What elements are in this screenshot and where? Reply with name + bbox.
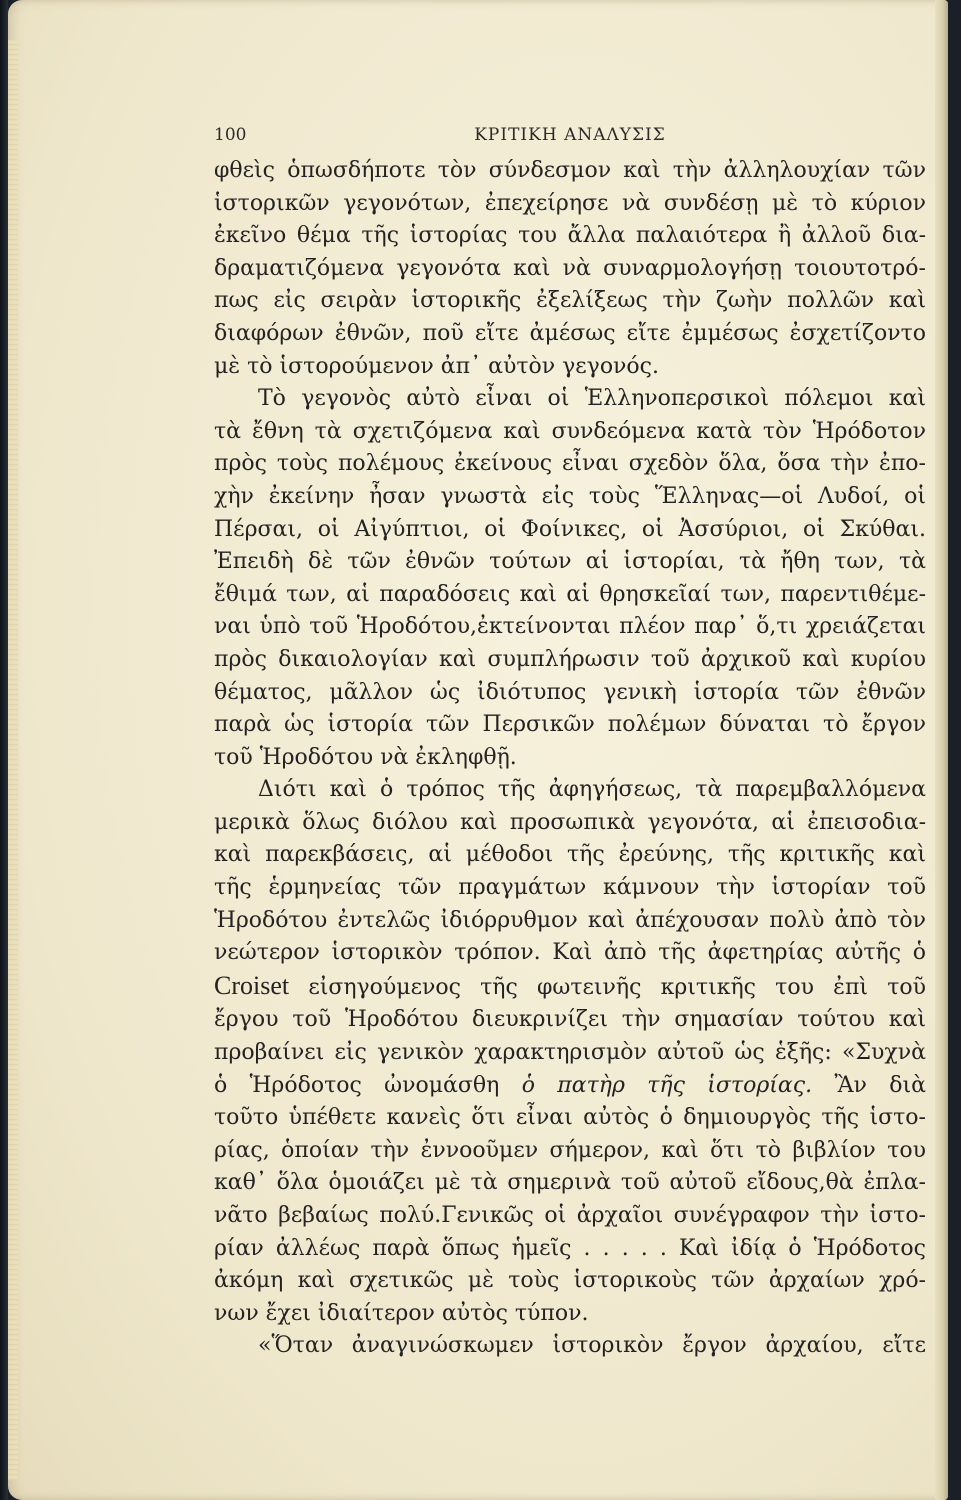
text-line: μὲ τὸ ἱστορούμενον ἀπ᾽ αὐτὸν γεγονός. (214, 353, 659, 379)
text-line: διαφόρων ἐθνῶν, ποῦ εἴτε ἀμέσως εἴτε ἐμμέσως ἐσχετίζοντο (214, 320, 926, 346)
paragraph-1 (214, 155, 926, 383)
text-line: χὴν ἐκείνην ἦσαν γνωστὰ εἰς τοὺς Ἕλληνας—οἱ Λυδοί, οἱ (214, 483, 926, 509)
author-name: Croiset (214, 970, 290, 1000)
text-line: ἔργου τοῦ Ἡροδότου διευκρινίζει τὴν σημασίαν τούτου καὶ (214, 1007, 926, 1033)
text-line: Τὸ γεγονὸς αὐτὸ εἶναι οἱ Ἑλληνοπερσικοὶ πόλεμοι καὶ (258, 386, 926, 412)
text-line: καὶ παρεκβάσεις, αἱ μέθοδοι τῆς ἐρεύνης, τῆς κριτικῆς καὶ (214, 842, 926, 868)
text-line: προβαίνει εἰς γενικὸν χαρακτηρισμὸν αὐτοῦ ὡς ἑξῆς: «Συχνὰ (214, 1040, 926, 1066)
paragraph-3 (214, 774, 926, 1330)
page-header (214, 125, 926, 149)
text-fragment: εἰσηγούμενος τῆς φωτεινῆς κριτικῆς του ἐπὶ τοῦ (308, 974, 926, 1000)
text-line-with-italic (214, 1070, 926, 1103)
text-line: ἔθιμά των, αἱ παραδόσεις καὶ αἱ θρησκεῖαί των, παρεντιθέμε- (214, 581, 926, 607)
text-line: θέματος, μᾶλλον ὡς ἰδιότυπος γενικὴ ἱστορία τῶν ἐθνῶν (214, 679, 926, 705)
text-line: πρὸς δικαιολογίαν καὶ συμπλήρωσιν τοῦ ἀρχικοῦ καὶ κυρίου (214, 646, 926, 672)
text-line: τὰ ἔθνη τὰ σχετιζόμενα καὶ συνδεόμενα κατὰ τὸν Ἡρόδοτον (214, 418, 926, 444)
text-line: πως εἰς σειρὰν ἱστορικῆς ἐξελίξεως τὴν ζωὴν πολλῶν καὶ (214, 288, 926, 314)
text-line: Πέρσαι, οἱ Αἰγύπτιοι, οἱ Φοίνικες, οἱ Ἀσσύριοι, οἱ Σκύθαι. (214, 516, 926, 542)
page-stack-edge (8, 40, 18, 1480)
text-line: καθ᾽ ὅλα ὁμοιάζει μὲ τὰ σημερινὰ τοῦ αὐτοῦ εἴδους,θὰ ἐπλα- (214, 1170, 926, 1196)
text-line: ἐκεῖνο θέμα τῆς ἱστορίας του ἄλλα παλαιότερα ἢ ἀλλοῦ δια- (214, 223, 926, 249)
text-line: ρίας, ὁποίαν τὴν ἐννοοῦμεν σήμερον, καὶ ὅτι τὸ βιβλίον του (214, 1137, 926, 1163)
body-text (214, 155, 926, 1363)
gutter-shadow (935, 0, 948, 1500)
italic-phrase: ὁ πατὴρ τῆς ἱστορίας. (521, 1072, 813, 1098)
paragraph-4 (214, 1330, 926, 1363)
text-line: παρὰ ὡς ἱστορία τῶν Περσικῶν πολέμων δύναται τὸ ἔργον (214, 712, 926, 738)
running-title: ΚΡΙΤΙΚΗ ΑΝΑΛΥΣΙΣ (474, 125, 666, 145)
text-line: νεώτερον ἱστορικὸν τρόπον. Καὶ ἀπὸ τῆς ἀφετηρίας αὐτῆς ὁ (214, 940, 926, 966)
text-line: πρὸς τοὺς πολέμους ἐκείνους εἶναι σχεδὸν ὅλα, ὅσα τὴν ἐπο- (214, 451, 926, 477)
text-line: τῆς ἑρμηνείας τῶν πραγμάτων κάμνουν τὴν ἱστορίαν τοῦ (214, 875, 926, 901)
text-fragment: Ἂν διὰ (834, 1072, 926, 1098)
text-line: τοῦ Ἡροδότου νὰ ἐκληφθῇ. (214, 744, 517, 770)
text-line: μερικὰ ὅλως διόλου καὶ προσωπικὰ γεγονότα, αἱ ἐπεισοδια- (214, 809, 926, 835)
text-line: ἱστορικῶν γεγονότων, ἐπεχείρησε νὰ συνδέσῃ μὲ τὸ κύριον (214, 190, 926, 216)
page-number: 100 (214, 125, 247, 145)
text-line: δραματιζόμενα γεγονότα καὶ νὰ συναρμολογήσῃ τοιουτοτρό- (214, 255, 926, 281)
text-line: Ἐπειδὴ δὲ τῶν ἐθνῶν τούτων αἱ ἱστορίαι, τὰ ἤθη των, τὰ (214, 549, 926, 575)
text-line: Διότι καὶ ὁ τρόπος τῆς ἀφηγήσεως, τὰ παρεμβαλλόμενα (258, 777, 926, 803)
book-cover-edge (0, 0, 8, 1500)
text-line: ρίαν ἀλλέως παρὰ ὅπως ἡμεῖς . . . . . Καὶ ἰδίᾳ ὁ Ἡρόδοτος (214, 1235, 926, 1261)
text-line-with-name (214, 970, 926, 1005)
paragraph-2 (214, 383, 926, 774)
text-line: νων ἔχει ἰδιαίτερον αὐτὸς τύπον. (214, 1300, 589, 1326)
text-line: «Ὅταν ἀναγινώσκωμεν ἱστορικὸν ἔργον ἀρχαίου, εἴτε (258, 1333, 926, 1359)
text-line: τοῦτο ὑπέθετε κανεὶς ὅτι εἶναι αὐτὸς ὁ δημιουργὸς τῆς ἱστο- (214, 1105, 926, 1131)
text-line: φθεὶς ὁπωσδήποτε τὸν σύνδεσμον καὶ τὴν ἀλληλουχίαν τῶν (214, 158, 926, 183)
text-line: νᾶτο βεβαίως πολύ.Γενικῶς οἱ ἀρχαῖοι συνέγραφον τὴν ἱστο- (214, 1203, 926, 1228)
text-line: Ἡροδότου ἐντελῶς ἰδιόρρυθμον καὶ ἀπέχουσαν πολὺ ἀπὸ τὸν (214, 907, 926, 933)
text-fragment: ὁ Ἡρόδοτος ὠνομάσθη (214, 1072, 500, 1098)
text-line: ναι ὑπὸ τοῦ Ἡροδότου,ἐκτείνονται πλέον παρ᾽ ὅ,τι χρειάζεται (214, 614, 926, 640)
text-line: ἀκόμη καὶ σχετικῶς μὲ τοὺς ἱστορικοὺς τῶν ἀρχαίων χρό- (214, 1268, 926, 1294)
